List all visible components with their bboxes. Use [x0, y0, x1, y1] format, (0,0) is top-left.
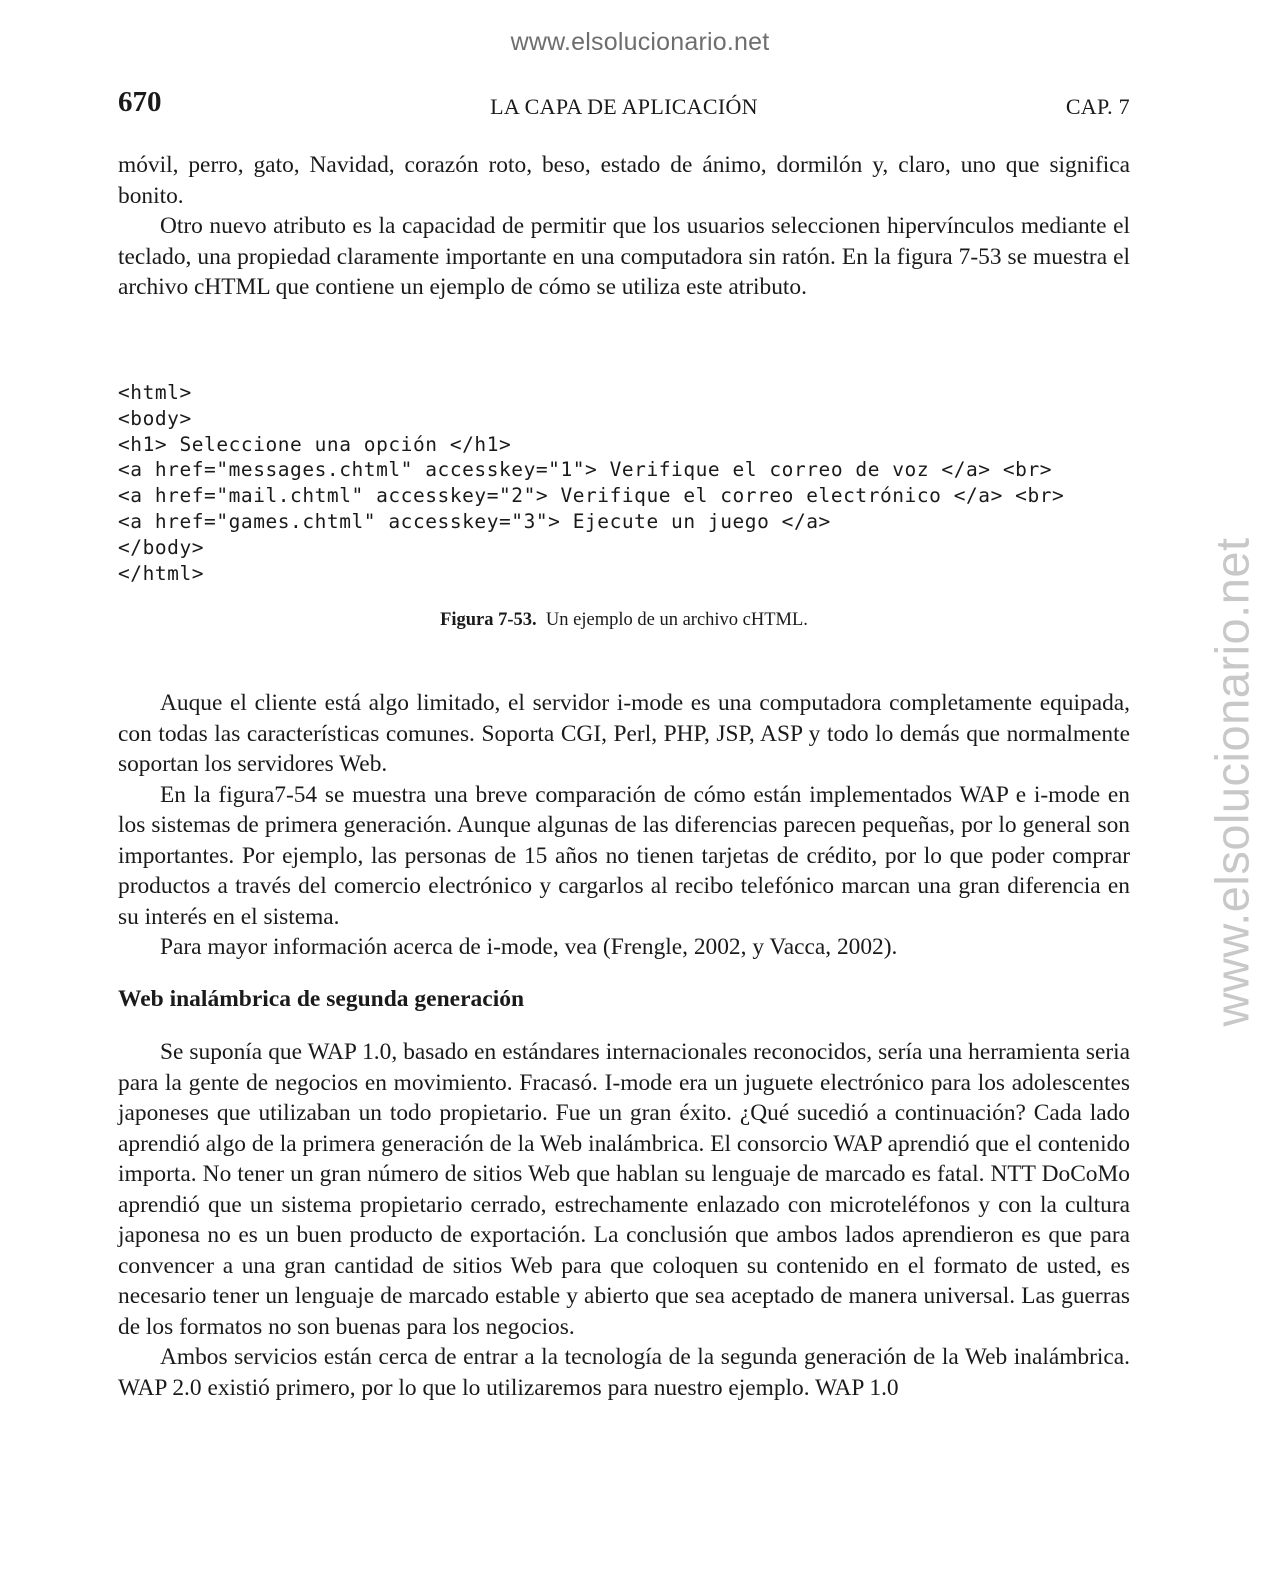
code-line: <html> [118, 381, 192, 404]
code-line: <h1> Seleccione una opción </h1> [118, 432, 512, 456]
intro-paragraph-2: Otro nuevo atributo es la capacidad de permitir que los usuarios seleccionen hipervínculos mediante el teclado, una propiedad claramente importante en una computadora sin ratón. En la figura 7-53 se muestra el archivo cHTML que contiene un ejemplo de cómo se utiliza este atributo. [118, 213, 1130, 300]
intro-paragraph-1: móvil, perro, gato, Navidad, corazón roto, beso, estado de ánimo, dormilón y, claro, uno que significa bonito. [118, 152, 1130, 209]
code-line: </body> [118, 535, 205, 559]
chapter-title: LA CAPA DE APLICACIÓN [490, 94, 758, 119]
body-paragraph-2: En la figura7-54 se muestra una breve comparación de cómo están implementados WAP e i-mode en los sistemas de primera generación. Aunque algunas de las diferencias parecen pequeñas, por lo general son importantes. Por ejemplo, las personas de 15 años no tienen tarjetas de crédito, por lo que poder comprar productos a través del comercio electrónico y cargarlos al recibo telefónico marcan una gran diferencia en su interés en el sistema. [118, 781, 1130, 930]
figure-caption-text: Un ejemplo de un archivo cHTML. [545, 610, 808, 630]
watermark-top: www.elsolucionario.net [510, 28, 770, 56]
section-paragraph-2: Ambos servicios están cerca de entrar a la tecnología de la segunda generación de la Web inalámbrica. WAP 2.0 existió primero, por lo que lo utilizaremos para nuestro ejemplo. WAP 1.0 [118, 1344, 1130, 1401]
body-paragraph-3: Para mayor información acerca de i-mode, vea (Frengle, 2002, y Vacca, 2002). [160, 934, 898, 960]
watermark-side: www.elsolucionario.net [1205, 537, 1259, 1027]
section-paragraph-1: Se suponía que WAP 1.0, basado en estándares internacionales reconocidos, sería una herramienta seria para la gente de negocios en movimiento. Fracasó. I-mode era un juguete electrónico para los adolescentes japoneses que utilizaban un todo propietario. Fue un gran éxito. ¿Qué sucedió a continuación? Cada lado aprendió algo de la primera generación de la Web inalámbrica. El consorcio WAP aprendió que el contenido importa. No tener un gran número de sitios Web que hablan su lenguaje de marcado es fatal. NTT DoCoMo aprendió que un sistema propietario cerrado, estrechamente enlazado con microteléfonos y con la cultura japonesa no es un buen producto de exportación. La conclusión que ambos lados aprendieron es que para convencer a una gran cantidad de sitios Web para que coloquen su contenido en el formato de usted, es necesario tener un lenguaje de marcado estable y abierto que sea aceptado de manera universal. Las guerras de los formatos no son buenas para los negocios. [118, 1039, 1130, 1340]
intro-text [118, 150, 1130, 303]
page-number: 670 [118, 86, 162, 118]
section-text [118, 1037, 1130, 1403]
code-line: <a href="games.chtml" accesskey="3"> Ejecute un juego </a> [118, 509, 831, 533]
section-heading: Web inalámbrica de segunda generación [118, 986, 525, 1012]
code-line: <a href="mail.chtml" accesskey="2"> Verifique el correo electrónico </a> <br> [118, 484, 1065, 508]
body-paragraph-1: Auque el cliente está algo limitado, el servidor i-mode es una computadora completamente equipada, con todas las características comunes. Soporta CGI, Perl, PHP, JSP, ASP y todo lo demás que normalmente soportan los servidores Web. [118, 690, 1130, 777]
code-line: <a href="messages.chtml" accesskey="1"> Verifique el correo de voz </a> <br> [118, 458, 1053, 482]
figure-label: Figura 7-53. [440, 610, 537, 630]
chapter-ref: CAP. 7 [1065, 94, 1130, 119]
figure-caption [118, 610, 1130, 631]
code-line: <body> [118, 406, 192, 430]
running-head [118, 86, 1130, 126]
code-line: </html> [118, 561, 205, 585]
body-text [118, 688, 1130, 963]
code-listing [118, 380, 1064, 586]
